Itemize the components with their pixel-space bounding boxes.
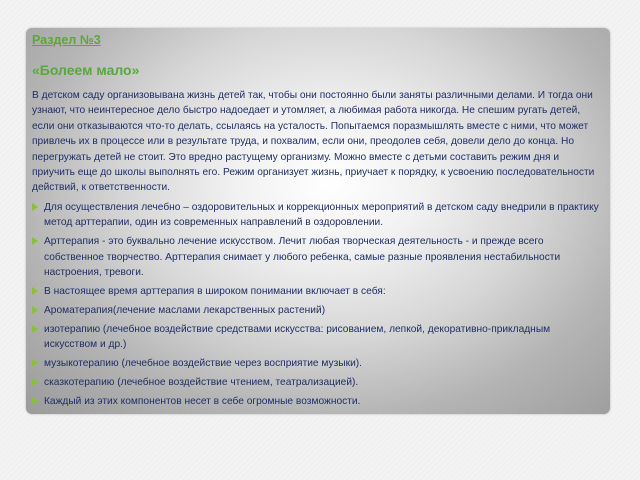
bullet-arrow-icon [32,378,38,386]
bullet-item [32,200,604,231]
bullet-item [32,234,604,280]
bullet-arrow-icon [32,306,38,314]
bullet-item [32,322,604,353]
bullet-list [32,200,604,409]
bullet-item [32,356,604,371]
bullet-text: В настоящее время арттерапия в широком понимании включает в себя: [44,285,386,297]
bullet-arrow-icon [32,203,38,211]
bullet-text: изотерапию (лечебное воздействие средствами искусства: рисованием, лепкой, декоративно-прикладным искусством и др.) [44,323,551,351]
bullet-text: Ароматерапия(лечение маслами лекарственных растений) [44,304,326,316]
bullet-text: Каждый из этих компонентов несет в себе огромные возможности. [44,395,361,407]
bullet-arrow-icon [32,237,38,245]
section-title-link[interactable]: Раздел №3 [32,33,101,47]
bullet-item [32,394,604,409]
bullet-item [32,284,604,299]
bullet-arrow-icon [32,397,38,405]
slide-content [32,32,604,413]
bullet-arrow-icon [32,287,38,295]
intro-paragraph: В детском саду организовывана жизнь детей так, чтобы они постоянно были заняты различными делами. И тогда они узнают, что неинтересное дело быстро надоедает и утомляет, а любимая работа никогда. Не спешим ругать детей, если они отказываются что-то делать, ссылаясь на усталость. Попытаемся поразмышлять вместе с ними, что может привлечь их в процессе или в результате труда, и похвалим, если они, преодолев себя, довели дело до конца. Но перегружать детей не стоит. Это вредно растущему организму. Можно вместе с детьми составить режим дня и приучить еще до школы выполнять его. Режим организует жизнь, приучает к порядку, к усвоению последовательности действий, к ответственности. [32,90,595,194]
bullet-arrow-icon [32,359,38,367]
bullet-text: Для осуществления лечебно – оздоровительных и коррекционных мероприятий в детском саду внедрили в практику метод арттерапии, один из современных направлений в оздоровлении. [44,201,599,229]
bullet-item [32,375,604,390]
bullet-arrow-icon [32,325,38,333]
bullet-item [32,303,604,318]
bullet-text: Арттерапия - это буквально лечение искусством. Лечит любая творческая деятельность - и прежде всего собственное творчество. Арттерапия снимает у любого ребенка, самые разные проявления нестабильности настроения, тревоги. [44,236,561,278]
bullet-text: музыкотерапию (лечебное воздействие через восприятие музыки). [44,358,363,369]
slide-subtitle: «Болеем мало» [32,62,140,78]
bullet-text: сказкотерапию (лечебное воздействие чтением, театрализацией). [44,376,359,388]
